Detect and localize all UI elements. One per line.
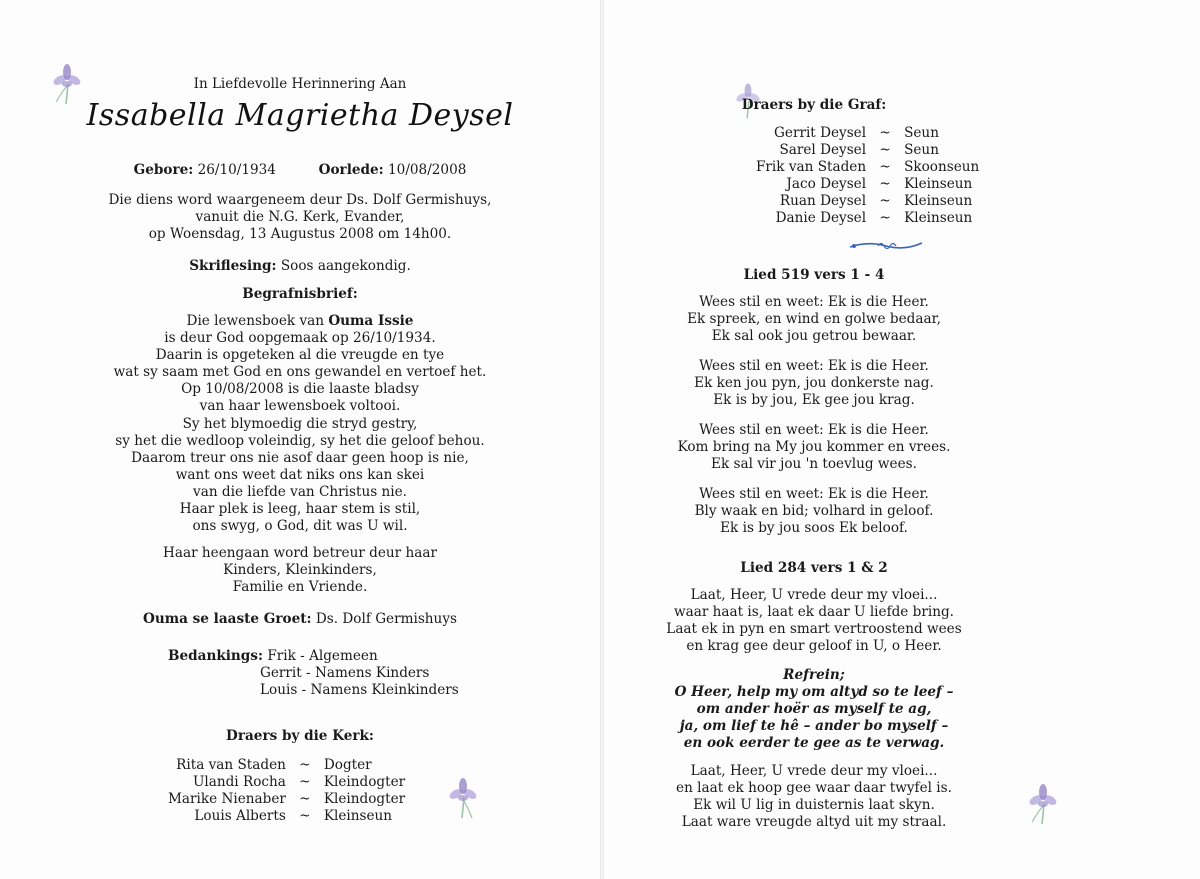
born-label: Gebore: (133, 162, 194, 178)
letter-text: Die lewensboek van (186, 313, 329, 329)
bearer-row (168, 757, 405, 774)
verse-line: Bly waak en bid; volhard in geloof. (694, 503, 934, 520)
scripture-label: Skriflesing: (189, 258, 277, 274)
verse-line: Ek sal vir jou 'n toevlug wees. (711, 456, 917, 473)
bearer-name: Ruan Deysel (779, 193, 867, 210)
verse-line: Wees stil en weet: Ek is die Heer. (699, 358, 929, 374)
bearer-name: Louis Alberts (194, 808, 286, 825)
bearer-row (756, 125, 979, 142)
bearer-role: Kleinseun (904, 193, 973, 210)
letter-line: sy het die wedloop voleindig, sy het die geloof behou. (115, 432, 485, 449)
service-line: Die diens word waargeneem deur Ds. Dolf Germishuys, (108, 192, 492, 208)
thanks-item: Louis - Namens Kleinkinders (260, 682, 459, 699)
letter-line: ons swyg, o God, dit was U wil. (192, 518, 408, 535)
bearer-name: Ulandi Rocha (192, 774, 286, 791)
letter-line: Sy het blymoedig die stryd gestry, (182, 415, 418, 432)
bearer-row (168, 791, 405, 808)
letter-line: is deur God oopgemaak op 26/10/1934. (164, 330, 436, 347)
thanks-row (168, 665, 459, 682)
song1-verse (604, 358, 1024, 409)
bearer-dash: ~ (299, 808, 311, 825)
verse-line: Wees stil en weet: Ek is die Heer. (699, 294, 929, 310)
bearer-name: Rita van Staden (176, 757, 286, 773)
bearer-dash: ~ (879, 176, 891, 193)
song2-verse (604, 587, 1024, 655)
song1-verse (604, 486, 1024, 537)
church-bearers-list (168, 757, 405, 825)
refrain (604, 667, 1024, 752)
ornament-divider-icon (848, 237, 924, 253)
refrain-line: ja, om lief te hê – ander bo myself – (679, 718, 949, 735)
bearer-row (168, 808, 405, 825)
letter-line: want ons weet dat niks ons kan skei (175, 466, 425, 483)
service-details (0, 192, 600, 243)
verse-line: Ek ken jou pyn, jou donkerste nag. (694, 375, 934, 392)
song1-verse (604, 294, 1024, 345)
bearer-role: Kleinseun (904, 176, 973, 193)
bearer-row (756, 210, 979, 227)
letter-line: Haar plek is leeg, haar stem is stil, (179, 501, 421, 518)
verse-line: Laat, Heer, U vrede deur my vloei... (690, 587, 938, 603)
verse-line: Wees stil en weet: Ek is die Heer. (699, 486, 929, 502)
refrain-line: en ook eerder te gee as te verwag. (683, 735, 945, 752)
refrain-line: om ander hoër as myself te ag, (696, 701, 932, 718)
verse-line: Ek sal ook jou getrou bewaar. (711, 328, 917, 345)
bearer-dash: ~ (879, 159, 891, 176)
intro-line: In Liefdevolle Herinnering Aan (193, 76, 407, 92)
verse-line: Kom bring na My jou kommer en vrees. (677, 439, 951, 456)
mourn-line: Haar heengaan word betreur deur haar (163, 545, 437, 561)
church-bearers-heading: Draers by die Kerk: (226, 728, 374, 744)
mourn-line: Kinders, Kleinkinders, (223, 562, 377, 579)
thanks-row (168, 682, 459, 699)
bearer-name: Frik van Staden (756, 159, 867, 176)
letter-line: wat sy saam met God en ons gewandel en vertoef het. (113, 364, 487, 381)
verse-line: Ek wil U lig in duisternis laat skyn. (693, 797, 935, 814)
service-line: vanuit die N.G. Kerk, Evander, (195, 209, 405, 226)
bearer-dash: ~ (879, 142, 891, 159)
scripture-value: Soos aangekondig. (280, 258, 411, 274)
bearer-row (756, 159, 979, 176)
bearer-name: Sarel Deysel (779, 142, 867, 159)
bearer-role: Kleinseun (904, 210, 973, 227)
bearer-name: Jaco Deysel (786, 176, 867, 193)
bearer-dash: ~ (879, 125, 891, 141)
verse-line: Ek is by jou, Ek gee jou krag. (713, 392, 915, 409)
thanks-item: Gerrit - Namens Kinders (260, 665, 430, 682)
verse-line: waar haat is, laat ek daar U liefde bring. (674, 604, 954, 621)
verse-line: en laat ek hoop gee waar daar twyfel is. (676, 780, 952, 797)
letter-line: Daarin is opgeteken al die vreugde en tye (155, 347, 445, 364)
bearer-dash: ~ (879, 193, 891, 210)
bearer-dash: ~ (879, 210, 891, 227)
died-date: 10/08/2008 (388, 162, 467, 178)
bearer-role: Dogter (323, 757, 372, 773)
song2-heading: Lied 284 vers 1 & 2 (740, 560, 888, 576)
bearer-name: Gerrit Deysel (774, 125, 867, 141)
bearer-role: Kleindogter (323, 774, 406, 791)
bearer-row (168, 774, 405, 791)
bearer-dash: ~ (299, 774, 311, 791)
letter-line: van haar lewensboek voltooi. (199, 398, 401, 415)
letter-line: van die liefde van Christus nie. (193, 483, 407, 500)
mourn-line: Familie en Vriende. (232, 579, 368, 596)
thanks-section (168, 648, 459, 699)
bearer-role: Skoonseun (904, 159, 980, 176)
scripture-line (0, 258, 600, 274)
letter-line: Daarom treur ons nie asof daar geen hoop is nie, (131, 449, 469, 466)
bearer-role: Kleinseun (323, 808, 393, 825)
bearer-role: Kleindogter (323, 791, 406, 808)
bearer-role: Seun (904, 142, 939, 159)
verse-line: Ek spreek, en wind en golwe bedaar, (687, 311, 941, 328)
bearer-dash: ~ (299, 757, 311, 773)
song1-heading: Lied 519 vers 1 - 4 (743, 267, 885, 283)
letter-heading: Begrafnisbrief: (242, 286, 358, 302)
verse-line: en krag gee deur geloof in U, o Heer. (686, 638, 942, 655)
iris-flower-icon (1020, 780, 1066, 826)
bearer-dash: ~ (299, 791, 311, 808)
grave-bearers-heading: Draers by die Graf: (741, 97, 887, 113)
funeral-letter (0, 313, 600, 535)
letter-line: Op 10/08/2008 is die laaste bladsy (181, 381, 419, 398)
verse-line: Ek is by jou soos Ek beloof. (720, 520, 908, 537)
verse-line: Laat, Heer, U vrede deur my vloei... (690, 763, 938, 779)
bearer-role: Seun (904, 125, 939, 141)
bearer-row (756, 142, 979, 159)
refrain-line: O Heer, help my om altyd so te leef – (674, 684, 954, 701)
bearer-name: Marike Nienaber (168, 791, 286, 808)
thanks-label: Bedankings: (168, 648, 263, 664)
service-line: op Woensdag, 13 Augustus 2008 om 14h00. (148, 226, 452, 243)
deceased-name: Issabella Magrietha Deysel (86, 98, 514, 133)
nickname: Ouma Issie (328, 313, 414, 329)
letter-line (0, 313, 600, 330)
thanks-item: Frik - Algemeen (267, 648, 378, 664)
verse-line: Wees stil en weet: Ek is die Heer. (699, 422, 929, 438)
mourners (0, 545, 600, 596)
dates-line (0, 162, 600, 178)
verse-line: Laat ware vreugde altyd uit my straal. (681, 814, 947, 831)
bearer-row (756, 193, 979, 210)
greeting-label: Ouma se laaste Groet: (143, 611, 312, 627)
died-label: Oorlede: (318, 162, 384, 178)
thanks-row (168, 648, 459, 665)
bearer-row (756, 176, 979, 193)
last-greeting (0, 611, 600, 627)
verse-line: Laat ek in pyn en smart vertroostend wees (666, 621, 962, 638)
song2-verse (604, 763, 1024, 831)
greeting-value: Ds. Dolf Germishuys (315, 611, 457, 627)
song1-verse (604, 422, 1024, 473)
grave-bearers-list (756, 125, 979, 228)
refrain-label: Refrein; (783, 667, 845, 683)
bearer-name: Danie Deysel (775, 210, 867, 227)
iris-flower-icon (440, 774, 486, 820)
born-date: 26/10/1934 (197, 162, 276, 178)
